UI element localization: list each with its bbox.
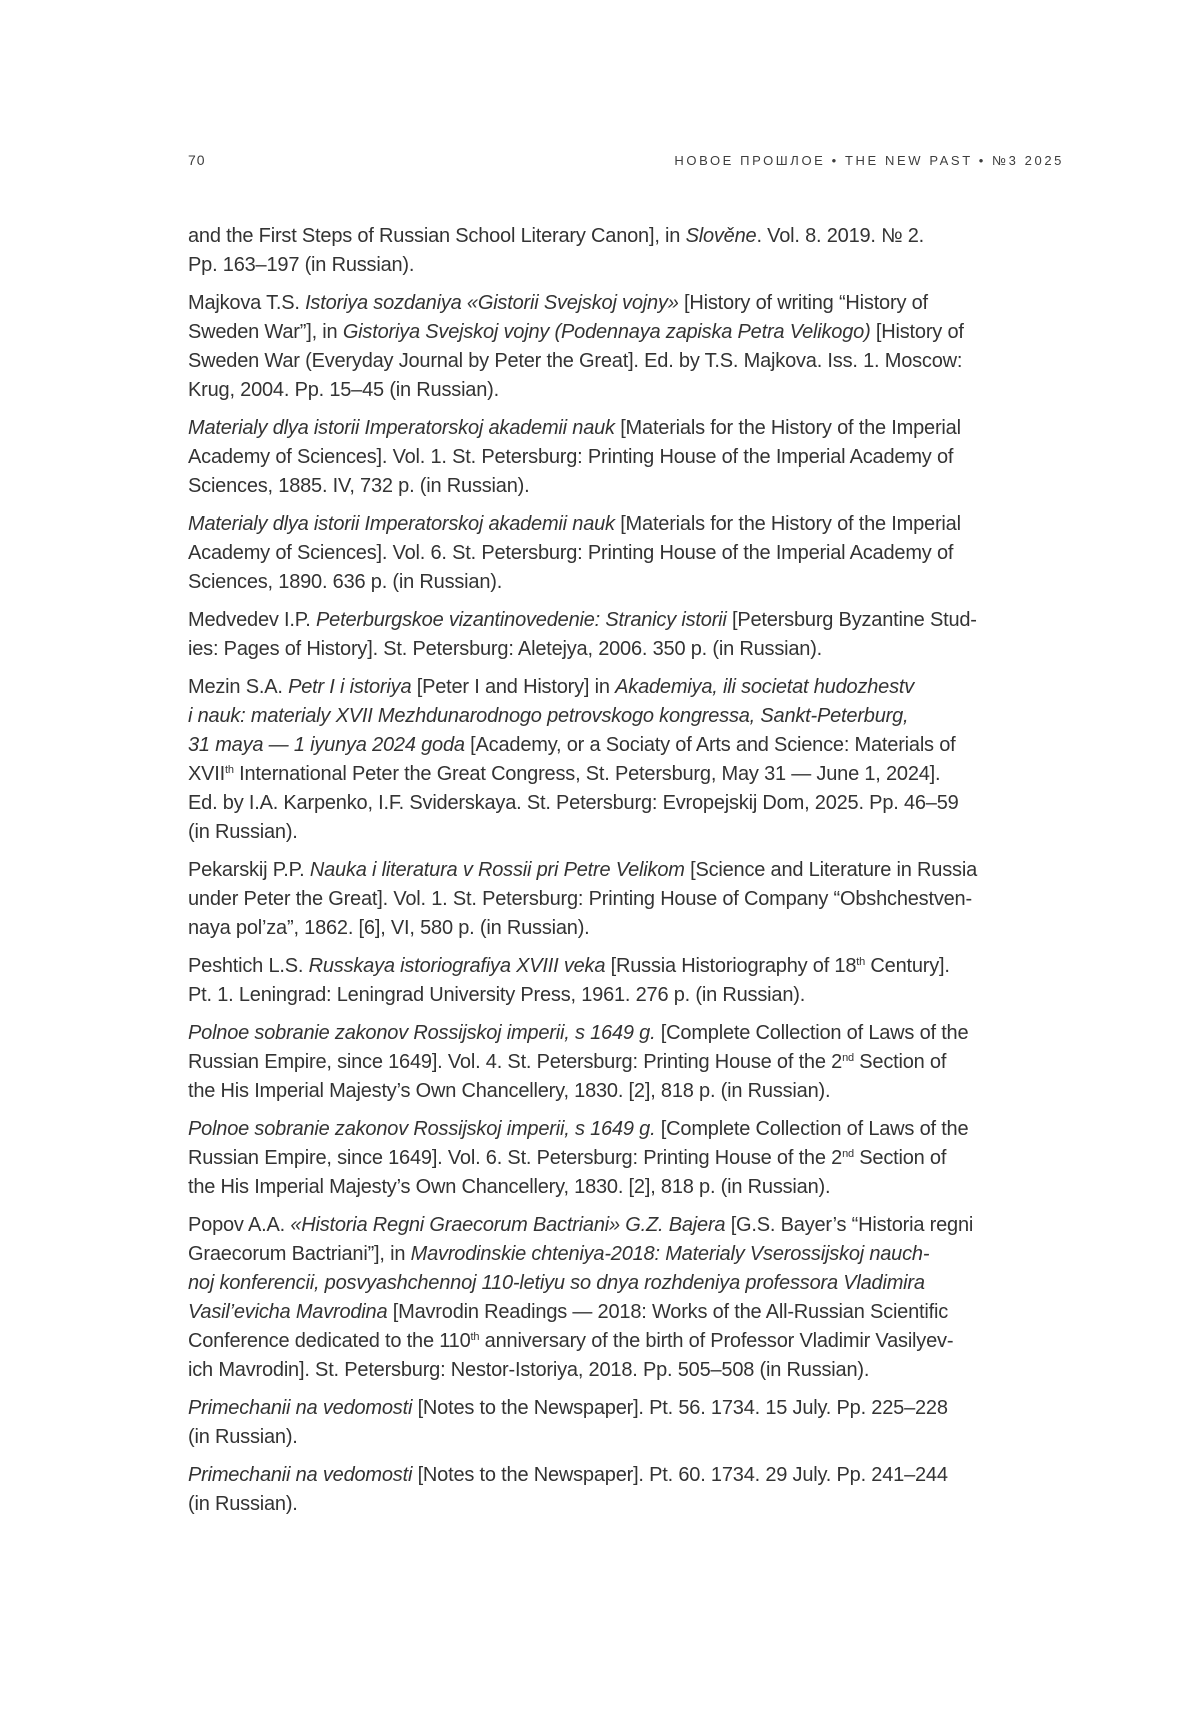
running-head: НОВОЕ ПРОШЛОЕ • THE NEW PAST • №3 2025 xyxy=(674,153,1064,168)
reference-text-segment: Century]. xyxy=(865,955,950,977)
reference-text-segment: ies: Pages of History]. St. Petersburg: Aletejya, 2006. 350 p. (in Russian). xyxy=(188,638,823,660)
reference-text-segment: (in Russian). xyxy=(188,1493,298,1515)
reference-title-segment: Vasil’evicha Mavrodina xyxy=(188,1301,393,1323)
reference-text-segment: Pp. 163–197 (in Russian). xyxy=(188,254,415,276)
reference-text-segment: [Academy, or a Sociaty of Arts and Science: Materials of xyxy=(470,734,956,756)
reference-entry xyxy=(188,952,1088,1010)
reference-text-segment: Section of xyxy=(853,1051,947,1073)
reference-text-segment: International Peter the Great Congress, St. Petersburg, May 31 — June 1, 2024]. xyxy=(233,763,941,785)
reference-text-segment: Pekarskij P.P. xyxy=(188,859,310,881)
reference-title-segment: «Historia Regni Graecorum Bactriani» G.Z. Bajera xyxy=(290,1214,731,1236)
reference-entry xyxy=(188,673,1088,847)
reference-text-segment: Academy of Sciences]. Vol. 1. St. Petersburg: Printing House of the Imperial Academy of xyxy=(188,446,954,468)
reference-title-segment: Russkaya istoriografiya XVIII veka xyxy=(308,955,611,977)
reference-text-segment: and the First Steps of Russian School Literary Canon], in xyxy=(188,225,686,247)
reference-title-segment: Materialy dlya istorii Imperatorskoj akademii nauk xyxy=(188,513,621,535)
reference-text-segment: Academy of Sciences]. Vol. 6. St. Petersburg: Printing House of the Imperial Academy of xyxy=(188,542,954,564)
reference-text-segment: [Notes to the Newspaper]. Pt. 60. 1734. 29 July. Pp. 241–244 xyxy=(417,1464,948,1486)
reference-text-segment: [Petersburg Byzantine Stud- xyxy=(732,609,977,631)
reference-text-segment: Majkova T.S. xyxy=(188,292,306,314)
page-header xyxy=(188,152,1064,168)
reference-title-segment: Polnoe sobranie zakonov Rossijskoj imperii, s 1649 g. xyxy=(188,1022,661,1044)
reference-entry xyxy=(188,1461,1088,1519)
references-list xyxy=(188,222,1088,1528)
reference-text-segment: (in Russian). xyxy=(188,821,298,843)
reference-text-segment: under Peter the Great]. Vol. 1. St. Petersburg: Printing House of Company “Obshchestven- xyxy=(188,888,972,910)
reference-text-segment: nd xyxy=(842,1148,854,1160)
reference-title-segment: Istoriya sozdaniya «Gistorii Svejskoj vojny» xyxy=(305,292,685,314)
reference-text-segment: [Materials for the History of the Imperial xyxy=(620,417,961,439)
reference-title-segment: Polnoe sobranie zakonov Rossijskoj imperii, s 1649 g. xyxy=(188,1118,661,1140)
reference-text-segment: Pt. 1. Leningrad: Leningrad University Press, 1961. 276 p. (in Russian). xyxy=(188,984,806,1006)
reference-text-segment: nd xyxy=(842,1052,854,1064)
reference-entry xyxy=(188,1019,1088,1106)
reference-text-segment: the His Imperial Majesty’s Own Chancellery, 1830. [2], 818 p. (in Russian). xyxy=(188,1080,831,1102)
reference-text-segment: [History of xyxy=(875,321,964,343)
reference-text-segment: Medvedev I.P. xyxy=(188,609,317,631)
reference-text-segment: [Science and Literature in Russia xyxy=(690,859,977,881)
reference-text-segment: . Vol. 8. 2019. № 2. xyxy=(756,225,925,247)
reference-text-segment: [Peter I and History] in xyxy=(416,676,616,698)
reference-entry xyxy=(188,1211,1088,1385)
reference-title-segment: Akademiya, ili societat hudozhestv xyxy=(615,676,915,698)
reference-text-segment: Russian Empire, since 1649]. Vol. 4. St. Petersburg: Printing House of the 2 xyxy=(188,1051,843,1073)
page-number: 70 xyxy=(188,152,206,168)
reference-text-segment: [Mavrodin Readings — 2018: Works of the All-Russian Scientific xyxy=(392,1301,949,1323)
reference-text-segment: Krug, 2004. Pp. 15–45 (in Russian). xyxy=(188,379,499,401)
reference-text-segment: [G.S. Bayer’s “Historia regni xyxy=(730,1214,974,1236)
reference-title-segment: Gistoriya Svejskoj vojny (Podennaya zapiska Petra Velikogo) xyxy=(342,321,876,343)
reference-text-segment: Russian Empire, since 1649]. Vol. 6. St. Petersburg: Printing House of the 2 xyxy=(188,1147,843,1169)
reference-entry xyxy=(188,510,1088,597)
reference-text-segment: Sweden War (Everyday Journal by Peter the Great]. Ed. by T.S. Majkova. Iss. 1. Moscow: xyxy=(188,350,963,372)
reference-title-segment: Nauka i literatura v Rossii pri Petre Velikom xyxy=(309,859,691,881)
reference-title-segment: noj konferencii, posvyashchennoj 110-letiyu so dnya rozhdeniya professora Vladimira xyxy=(188,1272,925,1294)
reference-title-segment: Primechanii na vedomosti xyxy=(188,1464,418,1486)
reference-text-segment: Popov A.A. xyxy=(188,1214,291,1236)
reference-text-segment: th xyxy=(225,764,234,776)
reference-text-segment: [History of writing “History of xyxy=(684,292,928,314)
reference-text-segment: Ed. by I.A. Karpenko, I.F. Sviderskaya. St. Petersburg: Evropejskij Dom, 2025. Pp. 46–59 xyxy=(188,792,959,814)
reference-text-segment: Conference dedicated to the 110 xyxy=(188,1330,471,1352)
reference-entry xyxy=(188,289,1088,405)
reference-text-segment: Sciences, 1890. 636 p. (in Russian). xyxy=(188,571,503,593)
reference-text-segment: Sweden War”], in xyxy=(188,321,343,343)
reference-text-segment: Mezin S.A. xyxy=(188,676,289,698)
reference-text-segment: th xyxy=(470,1331,480,1343)
reference-text-segment: Graecorum Bactriani”], in xyxy=(188,1243,411,1265)
reference-title-segment: Slověne xyxy=(685,225,757,247)
reference-entry xyxy=(188,414,1088,501)
reference-text-segment: [Materials for the History of the Imperial xyxy=(620,513,961,535)
reference-text-segment: (in Russian). xyxy=(188,1426,298,1448)
reference-text-segment: Section of xyxy=(853,1147,947,1169)
reference-title-segment: 31 maya — 1 iyunya 2024 goda xyxy=(188,734,471,756)
reference-text-segment: Sciences, 1885. IV, 732 p. (in Russian). xyxy=(188,475,530,497)
reference-title-segment: Primechanii na vedomosti xyxy=(188,1397,418,1419)
reference-title-segment: Mavrodinskie chteniya-2018: Materialy Vserossijskoj nauch- xyxy=(410,1243,930,1265)
reference-text-segment: anniversary of the birth of Professor Vladimir Vasilyev- xyxy=(479,1330,954,1352)
reference-title-segment: i nauk: materialy XVII Mezhdunarodnogo petrovskogo kongressa, Sankt-Peterburg, xyxy=(188,705,909,727)
reference-title-segment: Peterburgskoe vizantinovedenie: Stranicy istorii xyxy=(316,609,733,631)
reference-text-segment: the His Imperial Majesty’s Own Chancellery, 1830. [2], 818 p. (in Russian). xyxy=(188,1176,831,1198)
reference-text-segment: th xyxy=(856,956,866,968)
reference-entry xyxy=(188,606,1088,664)
reference-entry xyxy=(188,1115,1088,1202)
reference-entry xyxy=(188,222,1088,280)
reference-text-segment: ich Mavrodin]. St. Petersburg: Nestor-Istoriya, 2018. Pp. 505–508 (in Russian). xyxy=(188,1359,870,1381)
reference-text-segment: [Complete Collection of Laws of the xyxy=(660,1022,969,1044)
reference-text-segment: [Notes to the Newspaper]. Pt. 56. 1734. 15 July. Pp. 225–228 xyxy=(417,1397,948,1419)
reference-text-segment: [Complete Collection of Laws of the xyxy=(660,1118,969,1140)
reference-text-segment: Peshtich L.S. xyxy=(188,955,309,977)
reference-entry xyxy=(188,856,1088,943)
reference-title-segment: Materialy dlya istorii Imperatorskoj akademii nauk xyxy=(188,417,621,439)
reference-text-segment: XVII xyxy=(188,763,225,785)
reference-title-segment: Petr I i istoriya xyxy=(288,676,417,698)
reference-entry xyxy=(188,1394,1088,1452)
reference-text-segment: [Russia Historiography of 18 xyxy=(610,955,857,977)
reference-text-segment: naya pol’za”, 1862. [6], VI, 580 p. (in Russian). xyxy=(188,917,590,939)
